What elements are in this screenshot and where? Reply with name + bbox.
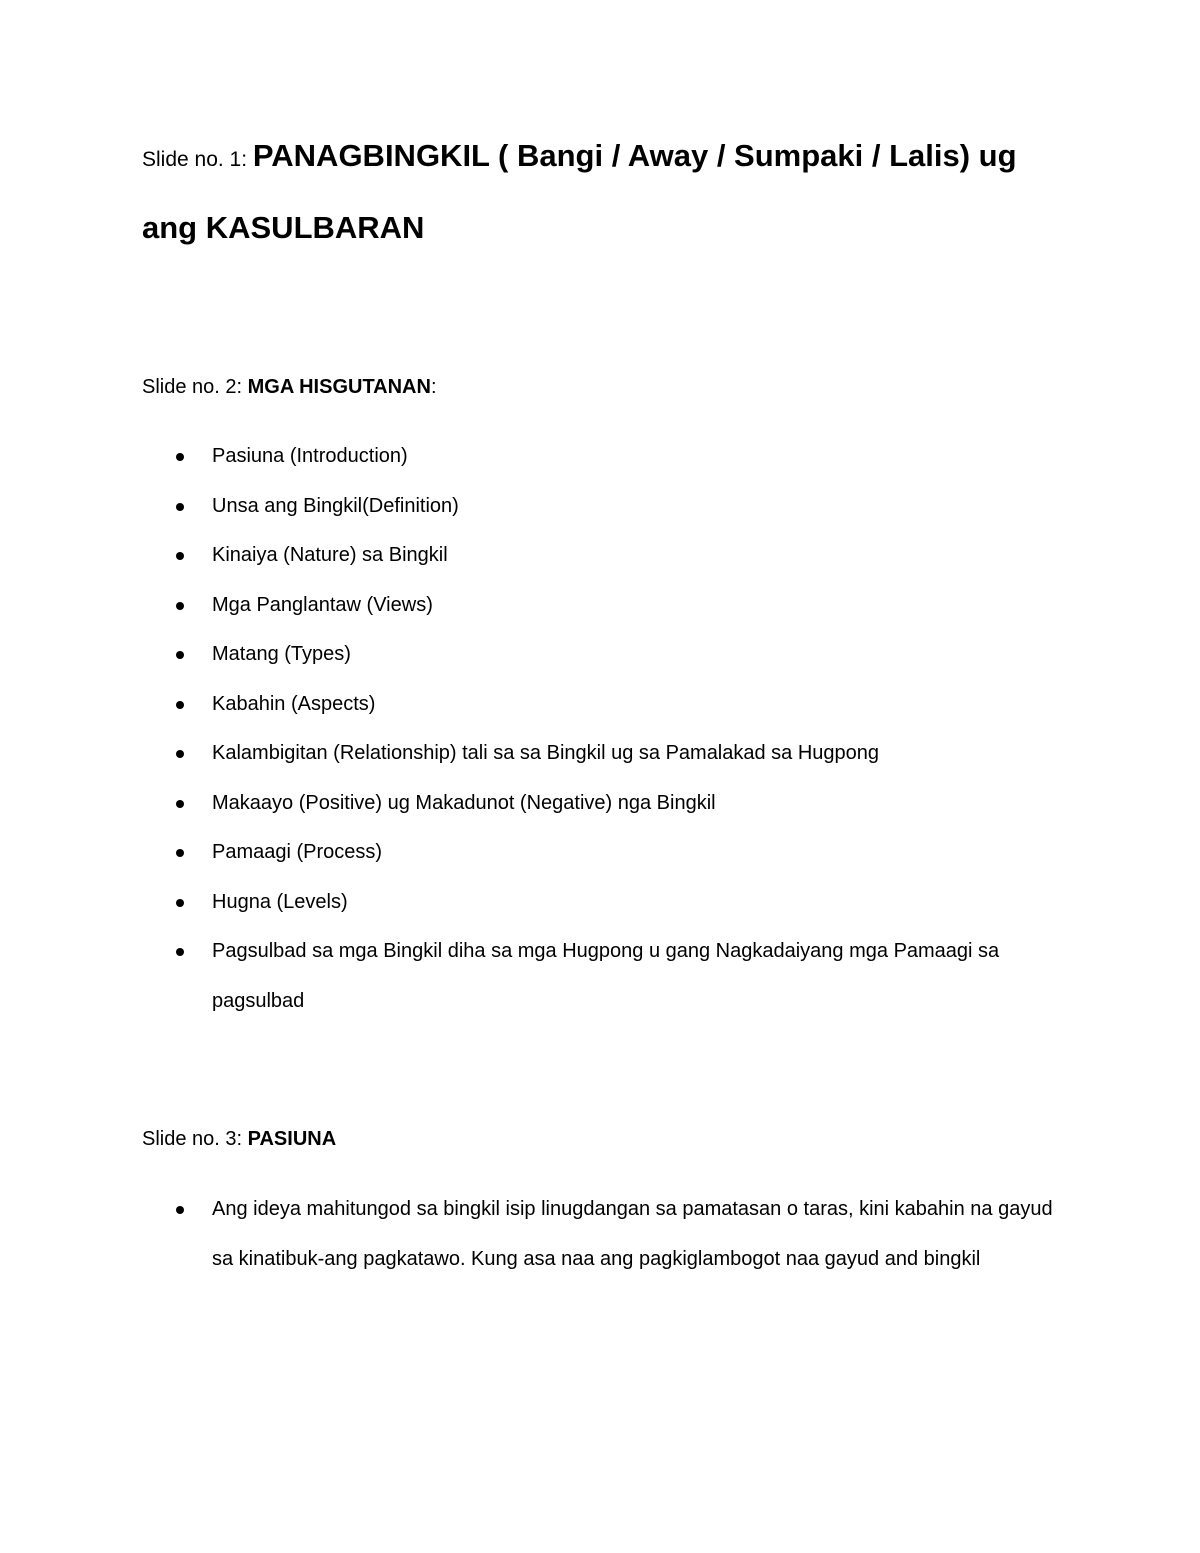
list-item — [142, 1185, 1062, 1284]
slide-1-title-line-1 — [142, 138, 1017, 174]
bullet-icon — [176, 503, 184, 511]
slide-3-title: PASIUNA — [247, 1128, 337, 1150]
list-item — [142, 432, 1062, 482]
list-item — [142, 630, 1062, 680]
list-item-text: Ang ideya mahitungod sa bingkil isip linugdangan sa pamatasan o taras, kini kabahin na gayud sa kinatibuk-ang pagkatawo. Kung asa naa ang pagkiglambogot naa gayud and bingkil — [212, 1198, 1053, 1270]
list-item — [142, 779, 1062, 829]
bullet-icon — [176, 602, 184, 610]
list-item — [142, 680, 1062, 730]
list-item-text: Hugna (Levels) — [212, 890, 348, 913]
bullet-icon — [176, 453, 184, 461]
bullet-icon — [176, 948, 184, 956]
slide-1-title-line-2 — [142, 210, 424, 246]
slide-1-prefix: Slide no. 1: — [142, 148, 253, 171]
list-item-text: Makaayo (Positive) ug Makadunot (Negative) nga Bingkil — [212, 791, 716, 814]
bullet-icon — [176, 701, 184, 709]
list-item-text: Kinaiya (Nature) sa Bingkil — [212, 544, 448, 566]
list-item — [142, 482, 1062, 532]
list-item-text: Unsa ang Bingkil(Definition) — [212, 494, 459, 517]
slide-2-topic-list — [142, 432, 1062, 1026]
list-item — [142, 878, 1062, 928]
bullet-icon — [176, 1206, 184, 1214]
list-item — [142, 828, 1062, 878]
list-item-text: Pagsulbad sa mga Bingkil diha sa mga Hugpong u gang Nagkadaiyang mga Pamaagi sa pagsulbad — [212, 940, 1000, 1012]
list-item-text: Matang (Types) — [212, 643, 351, 665]
slide-2-colon: : — [430, 376, 437, 398]
slide-3-prefix: Slide no. 3: — [142, 1128, 248, 1150]
slide-2-prefix: Slide no. 2: — [142, 376, 248, 398]
slide-2-heading — [142, 376, 437, 399]
list-item-text: Pamaagi (Process) — [212, 841, 383, 863]
bullet-icon — [176, 552, 184, 560]
slide-3-paragraph-list — [142, 1185, 1062, 1284]
bullet-icon — [176, 651, 184, 659]
list-item-text: Mga Panglantaw (Views) — [212, 593, 433, 616]
list-item — [142, 729, 1062, 779]
bullet-icon — [176, 750, 184, 758]
list-item-text: Pasiuna (Introduction) — [212, 445, 408, 467]
slide-1-title-continued: ang KASULBARAN — [142, 210, 425, 245]
list-item-text: Kalambigitan (Relationship) tali sa sa Bingkil ug sa Pamalakad sa Hugpong — [212, 742, 880, 764]
bullet-icon — [176, 849, 184, 857]
list-item — [142, 927, 1062, 1026]
bullet-icon — [176, 800, 184, 808]
list-item-text: Kabahin (Aspects) — [212, 692, 376, 715]
slide-2-title: MGA HISGUTANAN — [247, 376, 431, 398]
list-item — [142, 531, 1062, 581]
bullet-icon — [176, 899, 184, 907]
list-item — [142, 581, 1062, 631]
slide-3-heading — [142, 1128, 336, 1151]
slide-1-title: PANAGBINGKIL ( Bangi / Away / Sumpaki / Lalis) ug — [252, 138, 1017, 173]
